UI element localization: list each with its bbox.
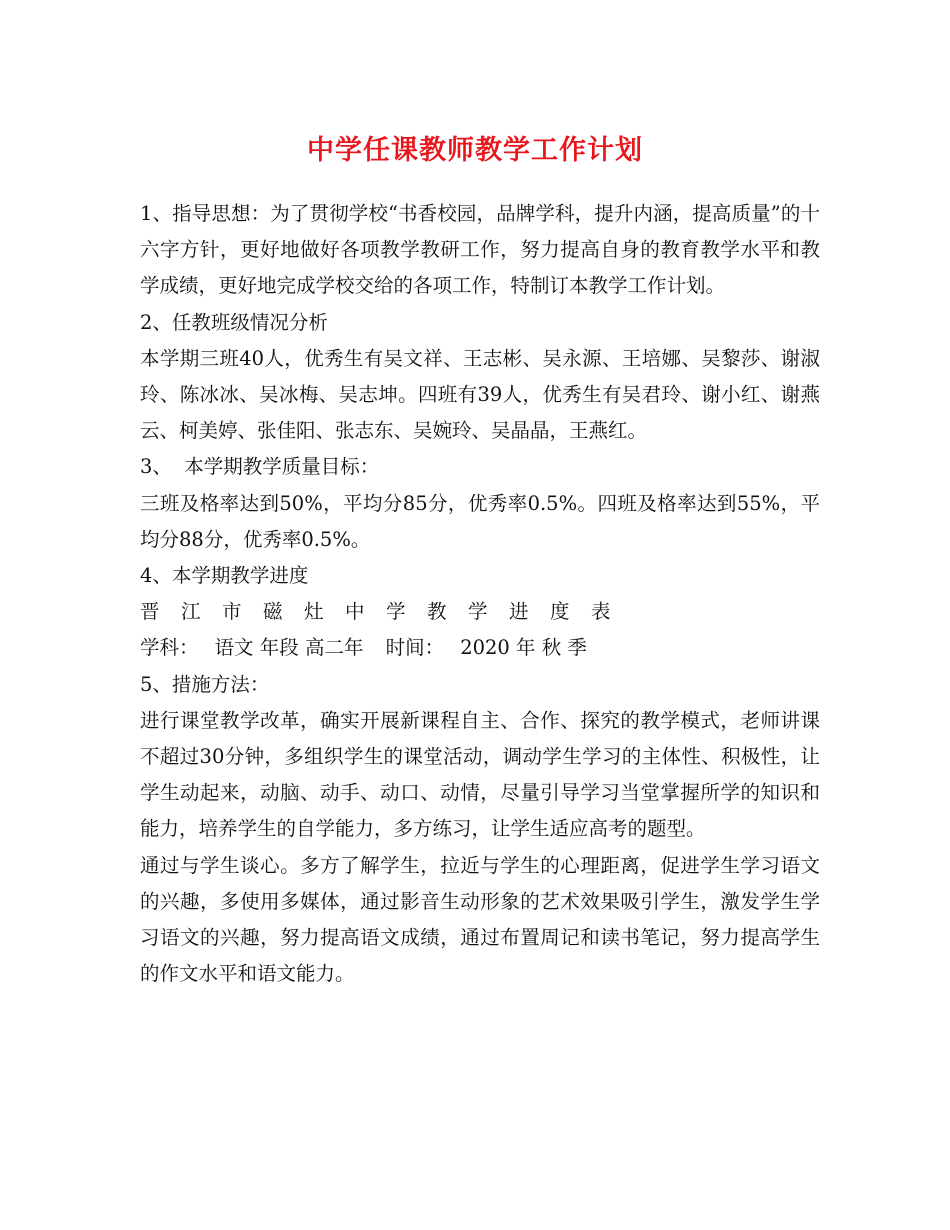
grade-value: 高二年 (304, 636, 364, 660)
grade-label: 年段 (259, 636, 299, 660)
progress-title-char: 晋 (140, 600, 160, 624)
paragraph-quality-goals: 三班及格率达到50%，平均分85分，优秀率0.5%。四班及格率达到55%，平均分88分，优秀率0.5%。 (140, 491, 820, 551)
time-label: 时间： (385, 636, 445, 660)
heading-class-analysis: 2、任教班级情况分析 (140, 310, 328, 334)
progress-title-char: 教 (427, 600, 447, 624)
progress-title-char: 磁 (263, 600, 283, 624)
heading-teaching-progress: 4、本学期教学进度 (140, 564, 309, 588)
progress-title-char: 度 (550, 600, 570, 624)
paragraph-class-analysis: 本学期三班40人，优秀生有吴文祥、王志彬、吴永源、王培娜、吴黎莎、谢淑玲、陈冰冰、吴冰梅、吴志坤。四班有39人，优秀生有吴君玲、谢小红、谢燕云、柯美婷、张佳阳、张志东、吴婉玲、吴晶晶，王燕红。 (140, 346, 820, 443)
time-value: 2020 年 秋 季 (460, 636, 587, 660)
subject-value: 语文 (214, 636, 254, 660)
progress-meta-line (140, 630, 820, 666)
progress-title-char: 中 (345, 600, 365, 624)
progress-title-char: 灶 (304, 600, 324, 624)
heading-quality-goals: 3、 本学期教学质量目标： (140, 455, 380, 479)
progress-title-char: 市 (222, 600, 242, 624)
subject-label: 学科： (140, 636, 199, 660)
progress-title-char: 表 (591, 600, 611, 624)
progress-table-title (140, 594, 820, 630)
document-body (140, 196, 820, 992)
paragraph-guiding-thought: 1、指导思想：为了贯彻学校“书香校园，品牌学科，提升内涵，提高质量”的十六字方针，更好地做好各项教学教研工作，努力提高自身的教育教学水平和教学成绩，更好地完成学校交给的各项工作，特制订本教学工作计划。 (140, 202, 820, 298)
paragraph-measures-communication: 通过与学生谈心。多方了解学生，拉近与学生的心理距离，促进学生学习语文的兴趣，多使用多媒体，通过影音生动形象的艺术效果吸引学生，激发学生学习语文的兴趣，努力提高语文成绩，通过布置周记和读书笔记，努力提高学生的作文水平和语文能力。 (140, 853, 820, 986)
paragraph-measures-teaching: 进行课堂教学改革，确实开展新课程自主、合作、探究的教学模式，老师讲课不超过30分钟，多组织学生的课堂活动，调动学生学习的主体性、积极性，让学生动起来，动脑、动手、动口、动情，尽量引导学习当堂掌握所学的知识和能力，培养学生的自学能力，多方练习，让学生适应高考的题型。 (140, 708, 820, 841)
progress-title-char: 江 (181, 600, 201, 624)
progress-title-char: 学 (386, 600, 406, 624)
heading-measures: 5、措施方法： (140, 672, 270, 696)
document-title: 中学任课教师教学工作计划 (307, 135, 643, 166)
progress-title-char: 进 (509, 600, 529, 624)
progress-title-char: 学 (468, 600, 488, 624)
